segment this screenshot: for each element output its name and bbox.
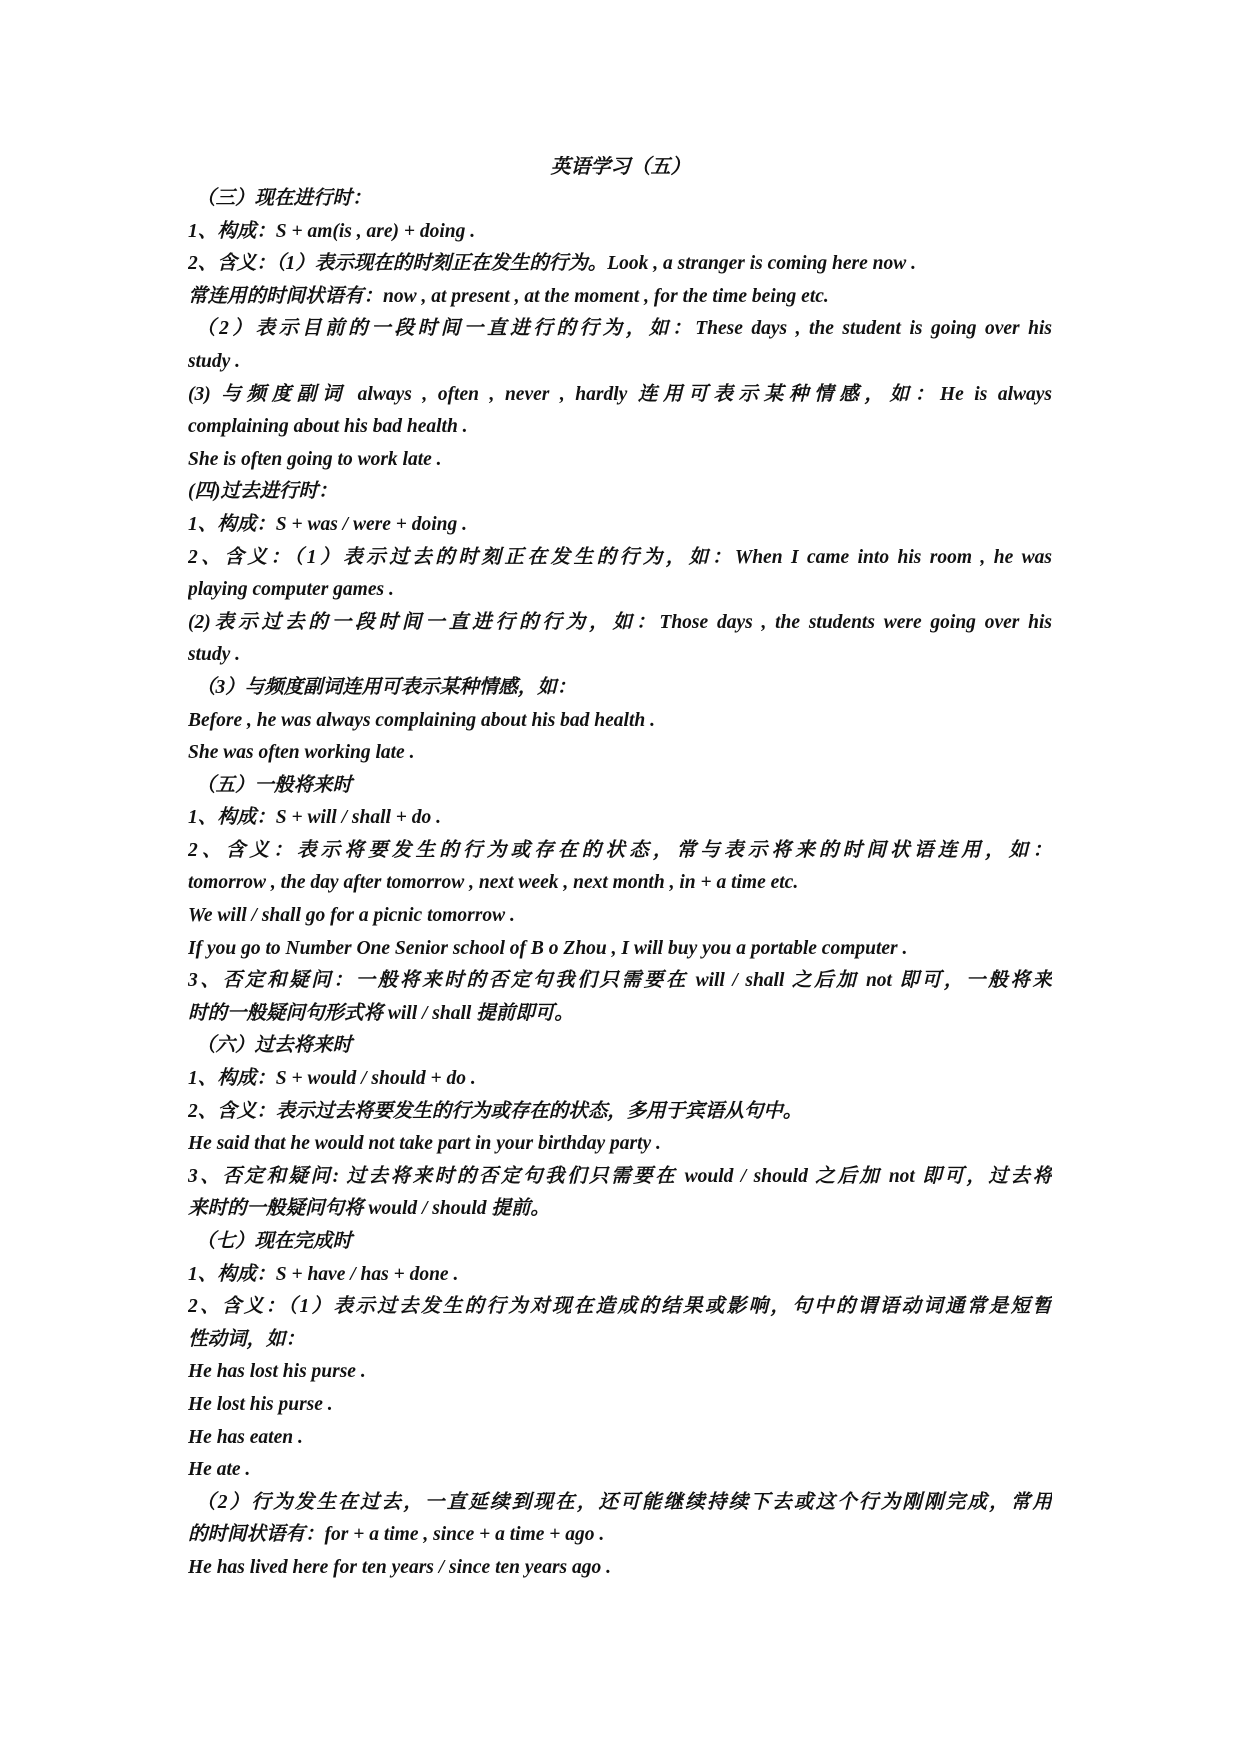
- text-line: complaining about his bad health .: [188, 416, 468, 438]
- text-line: 3、否定和疑问：一般将来时的否定句我们只需要在 will / shall 之后加 not 即可，一般将来: [188, 970, 1052, 992]
- text-line: 2、含义：（1）表示过去发生的行为对现在造成的结果或影响，句中的谓语动词通常是短暂: [188, 1296, 1052, 1318]
- text-line: （六）过去将来时: [196, 1035, 353, 1057]
- text-line: tomorrow , the day after tomorrow , next week , next month , in + a time etc.: [188, 872, 799, 894]
- text-line: He has lived here for ten years / since ten years ago .: [188, 1556, 611, 1578]
- text-line: 1、构成：S + would / should + do .: [188, 1068, 476, 1090]
- text-line: 时的一般疑问句形式将 will / shall 提前即可。: [188, 1002, 574, 1024]
- text-line: 1、构成：S + am(is , are) + doing .: [188, 220, 476, 242]
- text-line: He said that he would not take part in your birthday party .: [188, 1133, 661, 1155]
- text-line: 2、含义：表示过去将要发生的行为或存在的状态，多用于宾语从句中。: [188, 1100, 803, 1122]
- text-line: （3）与频度副词连用可表示某种情感，如：: [196, 676, 577, 698]
- text-line: （三）现在进行时：: [196, 188, 372, 209]
- text-line: 2、含义：表示将要发生的行为或存在的状态，常与表示将来的时间状语连用，如：: [188, 839, 1052, 861]
- text-line: 性动词，如：: [188, 1328, 306, 1350]
- text-line: 常连用的时间状语有：now , at present , at the moment , for the time being etc.: [188, 285, 829, 307]
- text-line: He has eaten .: [188, 1426, 303, 1448]
- text-line: (四)过去进行时：: [188, 481, 338, 503]
- text-line: She is often going to work late .: [188, 448, 442, 470]
- text-line: Before , he was always complaining about his bad health .: [188, 709, 655, 731]
- text-line: 2、含义：（1）表示过去的时刻正在发生的行为，如：When I came into his room , he was: [188, 546, 1052, 568]
- text-line: If you go to Number One Senior school of B o Zhou , I will buy you a portable computer .: [188, 937, 908, 959]
- text-line: 1、构成：S + have / has + done .: [188, 1263, 459, 1285]
- text-line: 来时的一般疑问句将 would / should 提前。: [188, 1198, 550, 1220]
- text-line: （七）现在完成时: [196, 1231, 353, 1252]
- text-line: He ate .: [188, 1459, 251, 1481]
- text-line: 1、构成：S + was / were + doing .: [188, 513, 467, 535]
- text-line: 的时间状语有：for + a time , since + a time + ago .: [188, 1524, 605, 1546]
- text-line: 1、构成：S + will / shall + do .: [188, 807, 442, 829]
- text-line: (2)表示过去的一段时间一直进行的行为，如：Those days , the students were going over his: [188, 611, 1052, 633]
- text-line: （2）行为发生在过去，一直延续到现在，还可能继续持续下去或这个行为刚刚完成，常用: [196, 1491, 1052, 1513]
- text-line: study .: [188, 644, 241, 666]
- page-title: 英语学习（五）: [550, 154, 691, 178]
- document-body: [188, 183, 1052, 1585]
- text-line: （2）表示目前的一段时间一直进行的行为，如：These days , the student is going over his: [196, 318, 1052, 340]
- text-line: 3、否定和疑问: 过去将来时的否定句我们只需要在 would / should 之后加 not 即可，过去将: [188, 1165, 1052, 1187]
- text-line: (3) 与频度副词 always , often , never , hardly 连用可表示某种情感，如：He is always: [188, 383, 1052, 405]
- text-line: She was often working late .: [188, 742, 415, 764]
- text-line: 2、含义：（1）表示现在的时刻正在发生的行为。Look , a stranger is coming here now .: [188, 253, 917, 275]
- text-line: study .: [188, 350, 241, 372]
- text-line: We will / shall go for a picnic tomorrow .: [188, 905, 515, 927]
- text-line: （五）一般将来时: [196, 774, 353, 796]
- text-line: He has lost his purse .: [188, 1361, 366, 1383]
- text-line: playing computer games .: [188, 579, 394, 601]
- text-line: He lost his purse .: [188, 1393, 333, 1415]
